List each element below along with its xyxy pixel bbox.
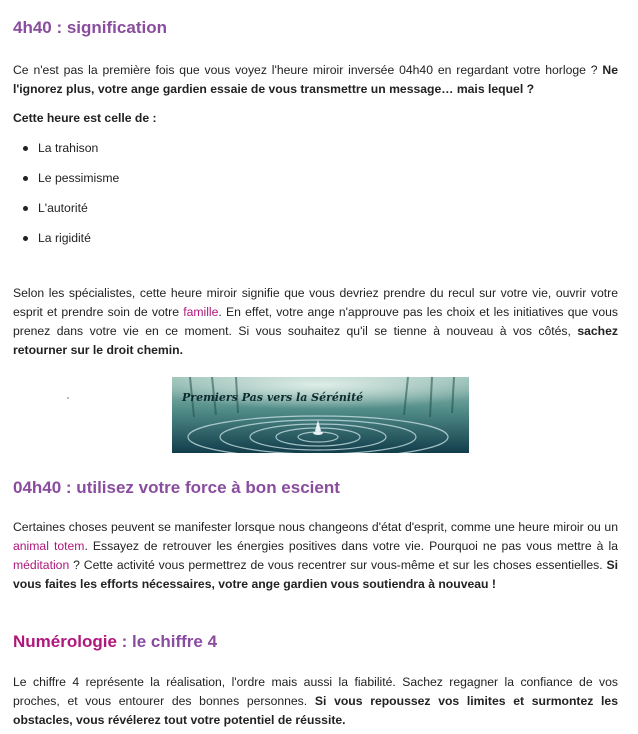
- paragraph-text: Certaines choses peuvent se manifester lorsque nous changeons d'état d'esprit, comme une heure miroir ou un: [13, 520, 618, 534]
- animal-totem-link[interactable]: animal totem: [13, 539, 85, 553]
- list-item: La trahison: [13, 133, 119, 163]
- list-heading-text: Cette heure est celle de :: [13, 111, 157, 125]
- numerologie-paragraph: [13, 673, 618, 730]
- meditation-link[interactable]: méditation: [13, 558, 70, 572]
- section-heading-force: 04h40 : utilisez votre force à bon escient: [13, 478, 340, 497]
- banner-title: Premiers Pas vers la Sérénité: [182, 391, 364, 404]
- paragraph-text: Le chiffre 4 représente la réalisation, l'ordre mais aussi la fiabilité. Sachez regagner la confiance de vos proches, et vous entourer des bonnes personnes.: [13, 675, 618, 708]
- heading-rest: : le chiffre 4: [116, 632, 218, 651]
- list-item: La rigidité: [13, 223, 119, 253]
- section-heading-numerologie: [13, 632, 217, 652]
- list-item: L'autorité: [13, 193, 119, 223]
- intro-paragraph: [13, 61, 618, 99]
- specialists-paragraph: [13, 284, 618, 360]
- intro-text: Ce n'est pas la première fois que vous voyez l'heure miroir inversée 04h40 en regardant votre horloge ?: [13, 63, 598, 77]
- force-paragraph: [13, 518, 618, 594]
- meaning-list: [13, 133, 119, 253]
- intro-bold-text: Ne l'ignorez plus, votre ange gardien essaie de vous transmettre un message… mais lequel ?: [13, 63, 618, 96]
- serenity-banner-image[interactable]: [172, 377, 469, 453]
- paragraph-bold-text: Si vous faites les efforts nécessaires, votre ange gardien vous soutiendra à nouveau !: [13, 558, 618, 591]
- decorative-dot: [67, 397, 69, 399]
- famille-link[interactable]: famille: [183, 305, 219, 319]
- banner-graphic: [172, 377, 469, 453]
- section-heading-signification: 4h40 : signification: [13, 18, 167, 37]
- paragraph-bold-text: sachez retourner sur le droit chemin.: [13, 324, 618, 357]
- paragraph-text: Selon les spécialistes, cette heure miroir signifie que vous devriez prendre du recul sur votre vie, ouvrir votre esprit et prendre soin de votre: [13, 286, 618, 319]
- paragraph-text: . En effet, votre ange n'approuve pas les choix et les initiatives que vous prenez dans votre vie en ce moment. Si vous souhaitez qu'il se tienne à nouveau à vos côtés,: [13, 305, 618, 338]
- paragraph-text: ? Cette activité vous permettrez de vous recentrer sur vous-même et sur les choses essentielles.: [69, 558, 607, 572]
- list-heading: [13, 109, 618, 128]
- numerologie-link[interactable]: Numérologie: [13, 632, 117, 651]
- list-item: Le pessimisme: [13, 163, 119, 193]
- paragraph-text: . Essayez de retrouver les énergies positives dans votre vie. Pourquoi ne pas vous mettre à la: [84, 539, 618, 553]
- paragraph-bold-text: Si vous repoussez vos limites et surmontez les obstacles, vous révélerez tout votre potentiel de réussite.: [13, 694, 618, 727]
